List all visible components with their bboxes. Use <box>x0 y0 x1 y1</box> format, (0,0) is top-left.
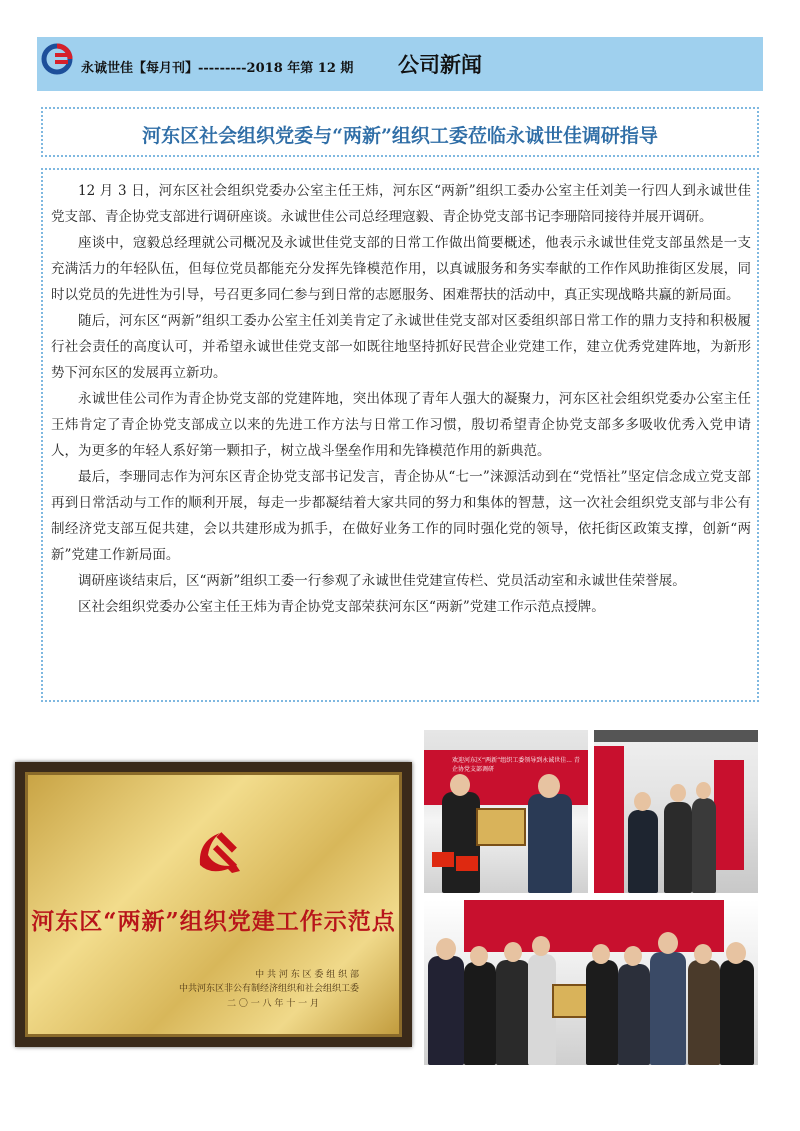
person <box>720 960 754 1065</box>
person-head <box>696 782 711 799</box>
person <box>528 794 572 893</box>
person <box>496 960 530 1065</box>
photo-plaque-presentation <box>424 730 588 893</box>
ceiling <box>594 730 758 742</box>
red-wall <box>464 900 724 952</box>
person-head <box>670 784 686 802</box>
person <box>618 964 650 1065</box>
article-title: 河东区社会组织党委与“两新”组织工委莅临永诚世佳调研指导 <box>142 125 658 147</box>
person-head <box>726 942 746 964</box>
person <box>442 792 480 893</box>
person <box>464 962 496 1065</box>
flag <box>432 852 454 867</box>
article-body <box>51 178 751 620</box>
photo-exhibition-room <box>594 730 758 893</box>
person <box>692 798 716 893</box>
paragraph: 座谈中，寇毅总经理就公司概况及永诚世佳党支部的日常工作做出简要概述，他表示永诚世佳党支部虽然是一支充满活力的年轻队伍，但每位党员都能充分发挥先锋模范作用，以真诚服务和务实奉献的工作作风助推街区发展，同时以党员的先进性为引导，号召更多同仁参与到日常的志愿服务、困难帮扶的活动中，真正实现战略共赢的新局面。 <box>51 235 751 303</box>
issue-info: 永诚世佳【每月刊】---------2018 年第 12 期 <box>81 61 354 76</box>
red-wall <box>594 746 624 893</box>
paragraph: 区社会组织党委办公室主任王炜为青企协党支部荣获河东区“两新”党建工作示范点授牌。 <box>78 599 605 615</box>
person <box>628 810 658 893</box>
company-logo-icon <box>41 43 73 75</box>
photo-group <box>424 900 758 1065</box>
paragraph: 最后，李珊同志作为河东区青企协党支部书记发言，青企协从“七一”涞源活动到在“党悟社”坚定信念成立党支部再到日常活动与工作的顺利开展，每走一步都凝结着大家共同的努力和集体的智慧，这一次社会组织党支部与非公有制经济党支部互促共建，会以共建形成为抓手，在做好业务工作的同时强化党的领导，依托街区政策支撑，创新“两新”党建工作新局面。 <box>51 469 751 563</box>
person-head <box>436 938 456 960</box>
person-head <box>450 774 470 796</box>
banner-text: 欢迎河东区“两新”组织工委领导到永诚世佳... 青企协党支部调研 <box>452 757 580 773</box>
paragraph: 永诚世佳公司作为青企协党支部的党建阵地，突出体现了青年人强大的凝聚力，河东区社会组织党委办公室主任王炜肯定了青企协党支部成立以来的先进工作方法与日常工作习惯，殷切希望青企协党支部多多吸收优秀入党申请人，为更多的年轻人系好第一颗扣子，树立战斗堡垒作用和先锋模范作用的新典范。 <box>51 391 751 459</box>
person <box>428 956 464 1065</box>
person <box>664 802 692 893</box>
paragraph: 随后，河东区“两新”组织工委办公室主任刘美肯定了永诚世佳党支部对区委组织部日常工作的鼎力支持和积极履行社会责任的高度认可，并希望永诚世佳党支部一如既往地坚持抓好民营企业党建工作，建立优秀党建阵地，为新形势下河东区的发展再立新功。 <box>51 313 751 381</box>
plaque-date: 二 〇 一 八 年 十 一 月 <box>226 999 319 1009</box>
party-emblem-icon <box>192 825 248 881</box>
award-plaque <box>476 808 526 846</box>
plaque-issuer-2: 中共河东区非公有制经济组织和社会组织工委 <box>178 984 359 994</box>
person-head <box>538 774 560 798</box>
red-wall <box>714 760 744 870</box>
person-head <box>694 944 712 964</box>
title-box <box>41 107 759 157</box>
paragraph: 调研座谈结束后，区“两新”组织工委一行参观了永诚世佳党建宣传栏、党员活动室和永诚世佳荣誉展。 <box>78 573 686 589</box>
header-bar <box>37 37 763 91</box>
person <box>650 952 686 1065</box>
person-head <box>634 792 651 811</box>
person <box>688 960 720 1065</box>
section-title: 公司新闻 <box>398 52 482 77</box>
person-head <box>504 942 522 962</box>
plaque-photo <box>15 762 412 1047</box>
person-head <box>658 932 678 954</box>
flag <box>456 856 478 871</box>
paragraph: 12 月 3 日，河东区社会组织党委办公室主任王炜，河东区“两新”组织工委办公室主任刘美一行四人到永诚世佳党支部、青企协党支部进行调研座谈。永诚世佳公司总经理寇毅、青企协党支部书记李珊陪同接待并展开调研。 <box>51 183 751 225</box>
plaque-issuer-1: 中 共 河 东 区 委 组 织 部 <box>255 970 359 980</box>
plaque-face <box>25 772 402 1037</box>
person-head <box>624 946 642 966</box>
person-head <box>532 936 550 956</box>
person-head <box>592 944 610 964</box>
person-head <box>470 946 488 966</box>
person <box>586 960 618 1065</box>
plaque-main-text: 河东区“两新”组织党建工作示范点 <box>31 908 396 935</box>
